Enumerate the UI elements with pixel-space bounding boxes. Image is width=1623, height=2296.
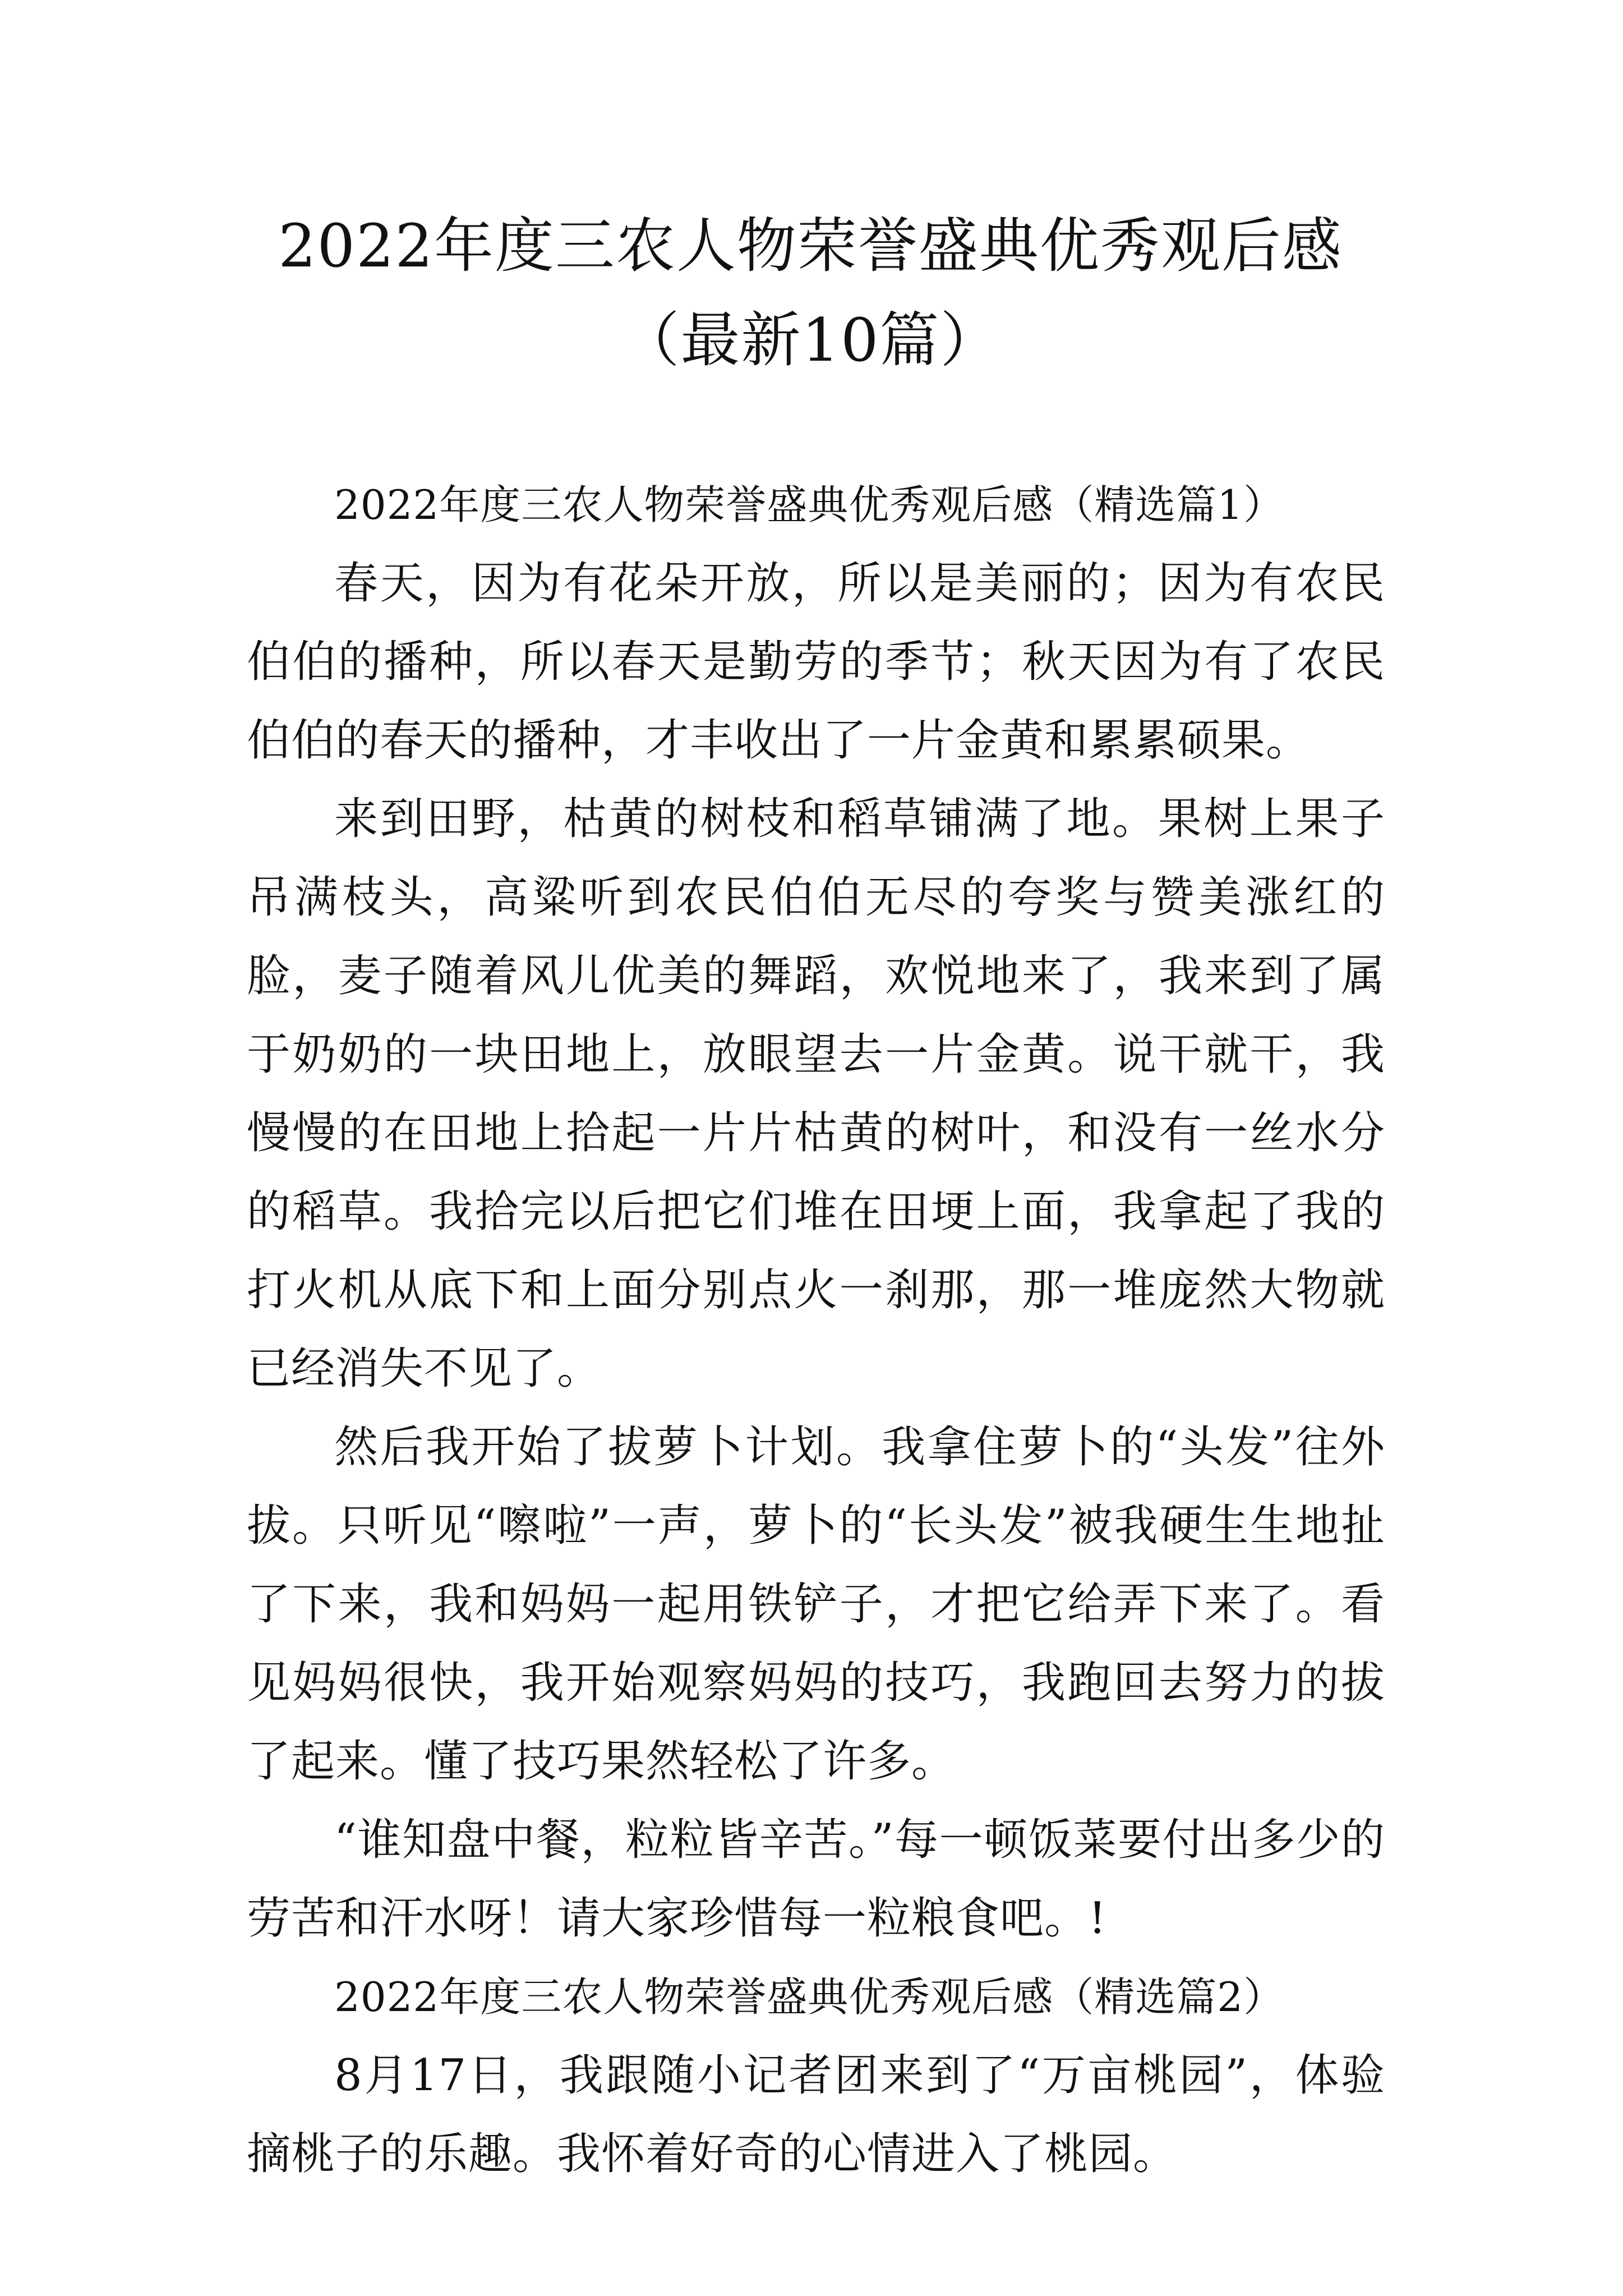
paragraph: 8月17日，我跟随小记者团来到了“万亩桃园”，体验摘桃子的乐趣。我怀着好奇的心情进入了桃园。 [247,2050,1385,2179]
section-heading: 2022年度三农人物荣誉盛典优秀观后感（精选篇1） [334,481,1285,528]
section-heading: 2022年度三农人物荣誉盛典优秀观后感（精选篇2） [334,1973,1285,2021]
paragraph: “谁知盘中餐，粒粒皆辛苦。”每一顿饭菜要付出多少的劳苦和汗水呀！请大家珍惜每一粒粮食吧。! [247,1815,1385,1944]
paragraph: 春天，因为有花朵开放，所以是美丽的；因为有农民伯伯的播种，所以春天是勤劳的季节；秋天因为有了农民伯伯的春天的播种，才丰收出了一片金黄和累累硕果。 [247,558,1385,766]
document-body [247,466,1385,2193]
document-title: 2022年度三农人物荣誉盛典优秀观后感（最新10篇） [278,211,1343,375]
paragraph: 来到田野，枯黄的树枝和稻草铺满了地。果树上果子吊满枝头，高粱听到农民伯伯无尽的夸奖与赞美涨红的脸，麦子随着风儿优美的舞蹈，欢悦地来了，我来到了属于奶奶的一块田地上，放眼望去一片金黄。说干就干，我慢慢的在田地上拾起一片片枯黄的树叶，和没有一丝水分的稻草。我拾完以后把它们堆在田埂上面，我拿起了我的打火机从底下和上面分别点火一刹那，那一堆庞然大物就已经消失不见了。 [247,794,1385,1394]
paragraph: 然后我开始了拔萝卜计划。我拿住萝卜的“头发”往外拔。只听见“嚓啦”一声，萝卜的“长头发”被我硬生生地扯了下来，我和妈妈一起用铁铲子，才把它给弄下来了。看见妈妈很快，我开始观察妈妈的技巧，我跑回去努力的拔了起来。懂了技巧果然轻松了许多。 [247,1422,1385,1787]
